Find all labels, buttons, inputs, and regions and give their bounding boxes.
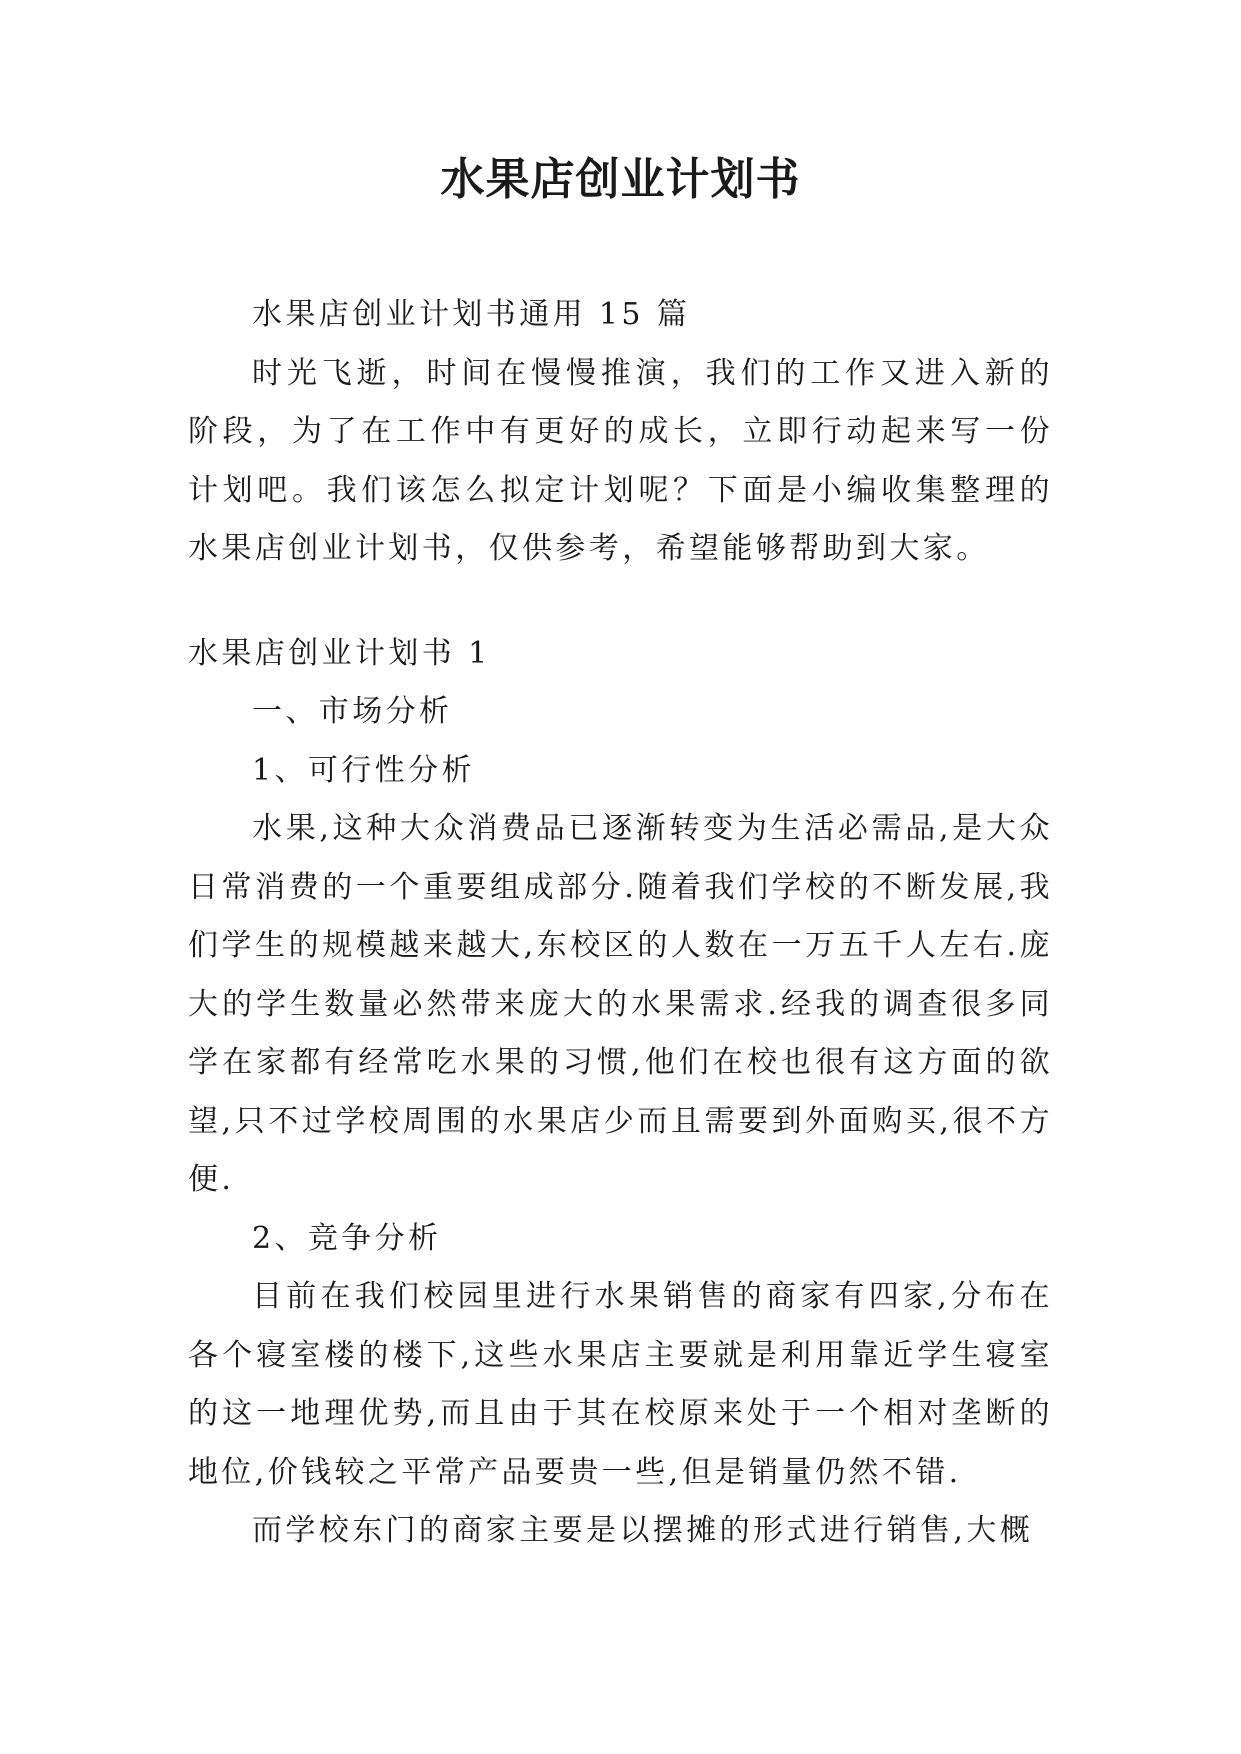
subsection-heading: 1、可行性分析 <box>252 752 475 788</box>
document-title: 水果店创业计划书 <box>440 154 801 205</box>
section-heading: 水果店创业计划书 1 <box>188 635 491 671</box>
intro-paragraph: 时光飞逝，时间在慢慢推演，我们的工作又进入新的阶段，为了在工作中有更好的成长，立即行动起来写一份计划吧。我们该怎么拟定计划呢？下面是小编收集整理的水果店创业计划书，仅供参考，希望能够帮助到大家。 <box>188 355 1053 566</box>
body-paragraph: 而学校东门的商家主要是以摆摊的形式进行销售,大概 <box>252 1513 1034 1548</box>
subtitle-paragraph: 水果店创业计划书通用 15 篇 <box>252 297 691 332</box>
body-paragraph: 水果,这种大众消费品已逐渐转变为生活必需品,是大众日常消费的一个重要组成部分.随着我们学校的不断发展,我们学生的规模越来越大,东校区的人数在一万五千人左右.庞大的学生数量必然带来庞大的水果需求.经我的调查很多同学在家都有经常吃水果的习惯,他们在校也很有这方面的欲望,只不过学校周围的水果店少而且需要到外面购买,很不方便. <box>188 811 1053 1197</box>
subsection-heading: 2、竞争分析 <box>252 1220 442 1256</box>
subsection-heading: 一、市场分析 <box>252 694 453 729</box>
body-paragraph: 目前在我们校园里进行水果销售的商家有四家,分布在各个寝室楼的楼下,这些水果店主要就是利用靠近学生寝室的这一地理优势,而且由于其在校原来处于一个相对垄断的地位,价钱较之平常产品要贵一些,但是销量仍然不错. <box>188 1279 1053 1490</box>
document-body <box>188 286 1053 1561</box>
